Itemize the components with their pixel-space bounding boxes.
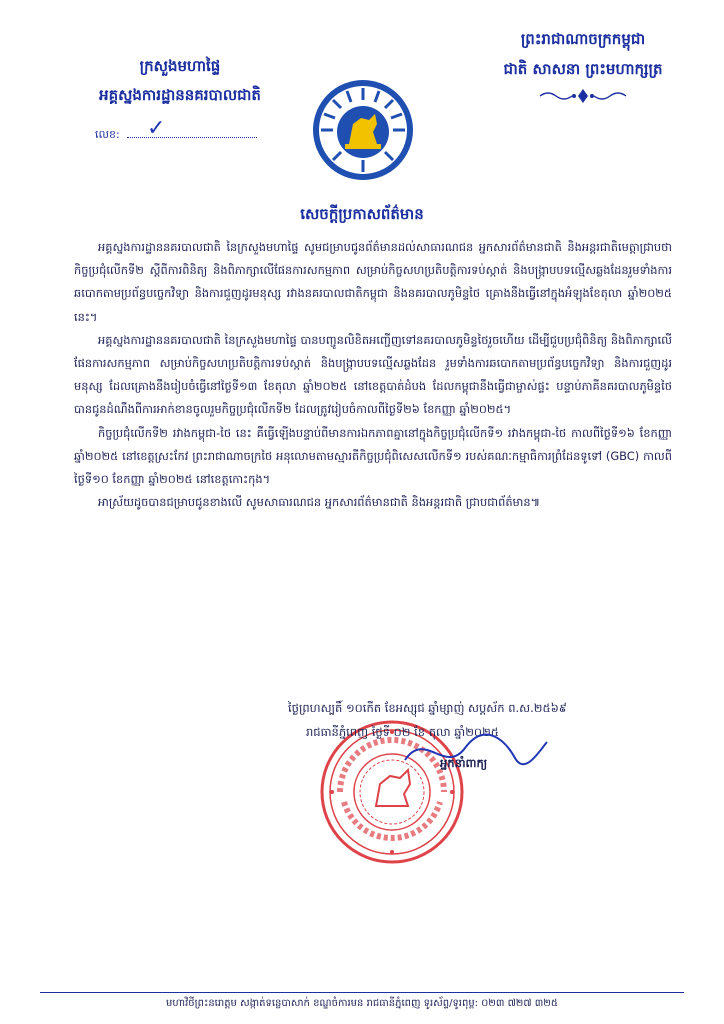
- paragraph-4: អាស្រ័យដូចបានជម្រាបជូនខាងលើ សូមសាធារណជន អ្នកសារព័ត៌មានជាតិ និងអន្តរជាតិ ជ្រាបជាព័ត៌មាន៕: [98, 495, 541, 510]
- department-name: អគ្គស្នងការដ្ឋាននគរបាលជាតិ: [99, 86, 261, 104]
- reference-number: [95, 116, 257, 144]
- header-right: [468, 28, 698, 104]
- lunar-date: ថ្ងៃព្រហស្បតិ៍ ១០កើត ខែអស្សុជ ឆ្នាំម្សាញ់ សប្តស័ក ព.ស.២៥៦៩: [288, 701, 567, 715]
- signature-icon: [395, 720, 555, 780]
- footer-address: មហាវិថីព្រះនរោត្តម សង្កាត់ទន្លេបាសាក់ ខណ្ឌចំការមន រាជធានីភ្នំពេញ ទូរស័ព្ទ/ទូរពុម្ព: ០២៣ ៧២៧ ៣២៥: [166, 998, 558, 1009]
- document-body: [74, 236, 672, 514]
- royal-ornament-icon: [538, 88, 628, 104]
- paragraph-2: អគ្គស្នងការដ្ឋាននគរបាលជាតិ នៃក្រសួងមហាផ្ទៃ បានបញ្ជូនលិខិតអញ្ជើញទៅនគរបាលភូមិន្ទថៃរួចហើយ ដើម្បីជួបប្រជុំពិនិត្យ និងពិភាក្សាលើផែនការសកម្មភាព សម្រាប់កិច្ចសហប្រតិបត្តិការទប់ស្កាត់ និងបង្ក្រាបបទល្មើសឆ្លងដែន រួមទាំងការឆបោកតាមប្រព័ន្ធបច្ចេកវិទ្យា និងការជួញដូរមនុស្ស ដែលគ្រោងនឹងរៀបចំធ្វើនៅថ្ងៃទី១៣ ខែតុលា ឆ្នាំ២០២៥ នៅខេត្តបាត់ដំបង ដែលកម្ពុជានឹងធ្វើជាម្ចាស់ផ្ទះ បន្ទាប់ភាគីនគរបាលភូមិន្ទថៃ បានជូនដំណឹងពីការអាក់ខានចូលរួមកិច្ចប្រជុំលើកទី២ ដែលត្រូវរៀបចំកាលពីថ្ងៃទី២៦ ខែកញ្ញា ឆ្នាំ២០២៥។: [74, 332, 672, 417]
- paragraph-1: អគ្គស្នងការដ្ឋាននគរបាលជាតិ នៃក្រសួងមហាផ្ទៃ សូមជម្រាបជូនព័ត៌មានដល់សាធារណជន អ្នកសារព័ត៌មានជាតិ និងអន្តរជាតិមេត្តាជ្រាបថា កិច្ចប្រជុំលើកទី២ ស្តីពីការពិនិត្យ និងពិភាក្សាលើផែនការសកម្មភាព សម្រាប់កិច្ចសហប្រតិបត្តិការទប់ស្កាត់ និងបង្ក្រាបបទល្មើសឆ្លងដែនរួមទាំងការឆបោកតាមប្រព័ន្ធបច្ចេកវិទ្យា និងការជួញដូរមនុស្ស រវាងនគរបាលជាតិកម្ពុជា និងនគរបាលភូមិន្ទថៃ គ្រោងនឹងធ្វើនៅក្នុងអំឡុងខែតុលា ឆ្នាំ២០២៥ នេះ។: [74, 240, 672, 324]
- police-emblem-icon: [311, 78, 415, 182]
- paragraph-3: កិច្ចប្រជុំលើកទី២ រវាងកម្ពុជា-ថៃ នេះ គឺធ្វើឡើងបន្ទាប់ពីមានការឯកភាពគ្នានៅក្នុងកិច្ចប្រជុំលើកទី១ រវាងកម្ពុជា-ថៃ កាលពីថ្ងៃទី១៦ ខែកញ្ញា ឆ្នាំ២០២៥ នៅខេត្តស្រះកែវ ព្រះរាជាណាចក្រថៃ អនុលោមតាមស្មារតីកិច្ចប្រជុំពិសេសលើកទី១ របស់គណៈកម្មាធិការព្រំដែនទូទៅ (GBC) កាលពីថ្ងៃទី១០ ខែកញ្ញា ឆ្នាំ២០២៥ នៅខេត្តកោះកុង។: [74, 425, 672, 487]
- signer-title: អ្នកនាំពាក្យ: [440, 756, 488, 770]
- national-motto: ជាតិ សាសនា ព្រះមហាក្សត្រ: [503, 60, 663, 78]
- solar-date: រាជធានីភ្នំពេញ ថ្ងៃទី ០២ ខែ តុលា ឆ្នាំ២០២៥: [306, 725, 499, 739]
- header-left: [60, 55, 300, 107]
- document-title: សេចក្តីប្រកាសព័ត៌មាន: [300, 205, 424, 223]
- footer-divider: [40, 992, 684, 993]
- kingdom-name: ព្រះរាជាណាចក្រកម្ពុជា: [520, 30, 646, 48]
- ministry-name: ក្រសួងមហាផ្ទៃ: [139, 57, 221, 75]
- check-mark-icon: ✓: [147, 116, 166, 141]
- reference-label: លេខ:: [95, 128, 120, 141]
